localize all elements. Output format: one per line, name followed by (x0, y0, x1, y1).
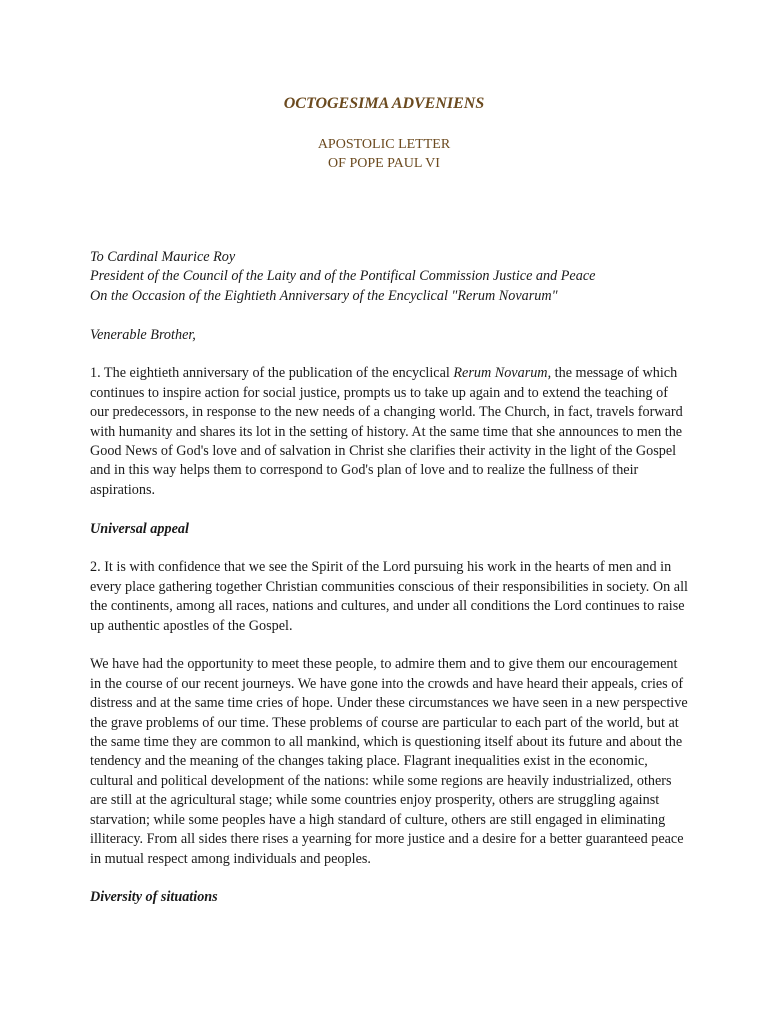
addressee-block (90, 248, 690, 306)
subtitle-line-1: APOSTOLIC LETTER (317, 137, 451, 152)
document-title: OCTOGESIMA ADVENIENS (283, 95, 485, 112)
paragraph-2: 2. It is with confidence that we see the Spirit of the Lord pursuing his work in the hearts of men and in every place gathering together Christian communities conscious of their responsibilities in society. On all the continents, among all races, nations and cultures, and under all conditions the Lord continues to raise up authentic apostles of the Gospel. (90, 559, 688, 634)
paragraph-1 (90, 364, 690, 500)
document-subtitle (0, 136, 768, 173)
paragraph-3: We have had the opportunity to meet these people, to admire them and to give them our encouragement in the course of our recent journeys. We have gone into the crowds and have heard their appeals, cries of distress and at the same time cries of hope. Under these circumstances we have seen in a new perspective the grave problems of our time. These problems of course are particular to each part of the world, but at the same time they are common to all mankind, which is questioning itself about its future and about the tendency and the meaning of the changes taking place. Flagrant inequalities exist in the economic, cultural and political development of the nations: while some regions are heavily industrialized, others are still at the agricultural stage; while some countries enjoy prosperity, others are struggling against starvation; while some peoples have a high standard of culture, others are still engaged in eliminating illiteracy. From all sides there rises a yearning for more justice and a desire for a better guaranteed peace in mutual respect among individuals and peoples. (90, 656, 688, 867)
salutation: Venerable Brother, (90, 326, 196, 343)
document-body (90, 248, 690, 908)
addressee-line-2: President of the Council of the Laity and of the Pontifical Commission Justice and Peace (90, 268, 596, 285)
subtitle-line-2: OF POPE PAUL VI (328, 155, 440, 171)
section-heading-diversity-of-situations: Diversity of situations (90, 889, 218, 906)
addressee-line-1: To Cardinal Maurice Roy (90, 249, 236, 265)
addressee-line-3: On the Occasion of the Eightieth Anniversary of the Encyclical "Rerum Novarum" (90, 287, 558, 304)
paragraph-1-prefix: 1. The eightieth anniversary of the publication of the encyclical (90, 365, 454, 382)
encyclical-name: Rerum Novarum (453, 365, 548, 382)
section-heading-universal-appeal: Universal appeal (90, 520, 189, 537)
paragraph-1-rest: , the message of which continues to inspire action for social justice, prompts us to take up again and to extend the teaching of our predecessors, in response to the new needs of a changing world. The Church, in fact, travels forward with humanity and shares its lot in the setting of history. At the same time that she announces to men the Good News of God's love and of salvation in Christ she clarifies their activity in the light of the Gospel and in this way helps them to correspond to God's plan of love and to realize the fullness of their aspirations. (90, 365, 683, 498)
